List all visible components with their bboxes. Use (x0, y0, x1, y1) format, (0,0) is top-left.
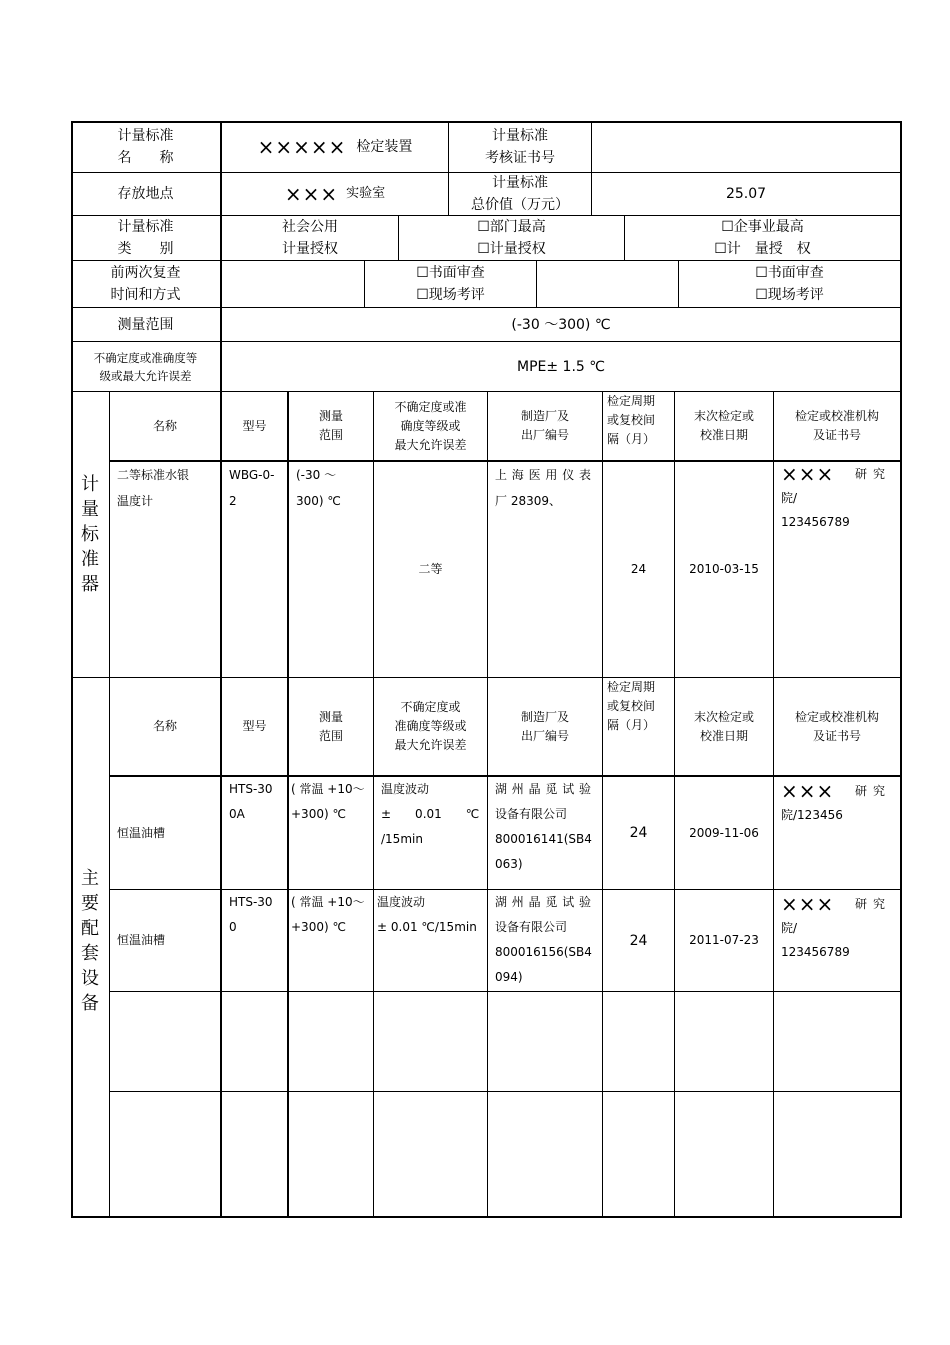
standard-name-mark: ××××× (257, 134, 347, 159)
uncertainty-label-line1: 不确定度或准确度等 (93, 350, 198, 365)
std-period-cell: 24 (630, 562, 647, 576)
cert-number-label (449, 121, 591, 172)
std-col-accuracy (374, 392, 487, 460)
uncertainty-label (71, 342, 220, 391)
total-value: 25.07 (725, 186, 767, 202)
section-char: 计 (81, 474, 99, 495)
header-line: 范围 (318, 728, 343, 743)
eq-col-institute (774, 678, 900, 775)
eq-institute-cell (774, 777, 900, 889)
header-line: 出厂编号 (520, 428, 569, 442)
review-method-2[interactable] (679, 261, 900, 307)
section-char: 要 (81, 893, 99, 914)
cell-line: +300) ℃ (291, 807, 346, 821)
equipment-section-label (77, 821, 103, 1061)
eq-last-date-cell: 2009-11-06 (689, 825, 759, 840)
header-line: 末次检定或 (693, 709, 754, 724)
header-line: 不确定度或准 (394, 399, 467, 414)
cell-line: 院/ (781, 921, 798, 935)
cell-line: 研究 (854, 784, 891, 798)
eq-maker-cell (488, 777, 602, 889)
std-model-cell (222, 462, 287, 677)
std-col-range (289, 392, 373, 460)
category-option-text: ☐计量授权 (477, 241, 546, 257)
cell-line: 院/ (781, 491, 798, 505)
record-form-table (71, 121, 902, 1218)
review-date-2[interactable] (537, 261, 678, 307)
review-option-text: ☐书面审查 (755, 265, 824, 281)
location-text: 实验室 (346, 186, 386, 201)
category-label-line2: 类 别 (117, 241, 174, 257)
review-option-text: ☐现场考评 (416, 287, 485, 303)
review-date-1[interactable] (222, 261, 364, 307)
empty-table-row[interactable] (110, 1092, 900, 1216)
header-line: 最大允许误差 (394, 437, 467, 452)
cell-line: ( 常温 +10～ (291, 782, 365, 796)
section-char: 标 (81, 524, 99, 545)
cell-line: 厂 28309、 (495, 494, 561, 508)
cell-line: 123456789 (781, 945, 850, 959)
header-line: 检定周期 (607, 394, 656, 408)
institute-mark: ××× (781, 892, 835, 916)
review-label (71, 261, 220, 307)
eq-name-cell: 恒温油槽 (117, 933, 166, 947)
std-col-model: 型号 (242, 418, 267, 433)
standard-name-label-line1: 计量标准 (117, 127, 174, 144)
std-col-institute (774, 392, 900, 460)
header-line: 及证书号 (812, 428, 861, 442)
header-line: 校准日期 (699, 728, 748, 743)
cert-number-value (592, 121, 900, 172)
eq-period-cell: 24 (629, 932, 648, 949)
eq-col-maker (488, 678, 602, 775)
empty-table-row[interactable] (110, 992, 900, 1091)
eq-accuracy-cell (374, 890, 487, 991)
cell-line: 设备有限公司 (495, 807, 568, 821)
std-name-cell (110, 462, 220, 677)
category-label-line1: 计量标准 (117, 219, 174, 235)
header-line: 出厂编号 (520, 728, 569, 743)
std-range-cell (289, 462, 373, 677)
cell-line: 温度计 (117, 494, 154, 508)
std-col-last-date (675, 392, 773, 460)
total-value-label-line1: 计量标准 (492, 175, 548, 191)
eq-col-last-date (675, 678, 773, 775)
cell-line: 063) (495, 857, 523, 871)
eq-last-date-cell: 2011-07-23 (689, 933, 759, 947)
total-value-label-line2: 总价值（万元） (471, 197, 569, 213)
cell-line: WBG-0- (229, 468, 275, 482)
cell-line: /15min (381, 832, 423, 846)
eq-col-model: 型号 (242, 719, 267, 733)
std-institute-cell (774, 462, 900, 677)
standard-name-text: 检定装置 (356, 138, 413, 155)
cell-line: 院/123456 (781, 808, 843, 822)
category-option-text: 社会公用 (282, 219, 338, 235)
cell-line: 研究 (854, 897, 891, 911)
category-option-text: 计量授权 (282, 241, 338, 257)
std-col-maker (488, 392, 602, 460)
category-label (71, 216, 220, 260)
cell-line: 设备有限公司 (495, 920, 568, 934)
header-line: 测量 (318, 409, 343, 423)
cell-line: 2 (229, 494, 237, 508)
header-line: 校准日期 (699, 428, 748, 442)
cell-line: 二等标准水银 (117, 468, 190, 482)
eq-range-cell (289, 890, 373, 991)
eq-period-cell: 24 (629, 825, 648, 841)
header-line: 制造厂及 (520, 409, 569, 423)
standard-name-label-line2: 名 称 (117, 149, 174, 166)
cell-line: 094) (495, 970, 523, 984)
standard-name-value (222, 121, 448, 172)
eq-name-cell: 恒温油槽 (117, 825, 166, 840)
header-line: 制造厂及 (520, 709, 569, 724)
category-option-text: ☐计 量授 权 (714, 241, 811, 257)
cell-line: (-30 ～ (296, 468, 337, 482)
category-enterprise[interactable] (625, 216, 900, 260)
section-char: 器 (81, 574, 99, 595)
uncertainty-label-line2: 级或最大允许误差 (99, 368, 192, 383)
section-char: 套 (81, 943, 99, 964)
header-line: 检定或校准机构 (794, 709, 879, 724)
std-accuracy-cell: 二等 (418, 562, 443, 576)
std-maker-cell (488, 462, 602, 677)
institute-first-line (781, 779, 891, 803)
section-char: 设 (81, 968, 99, 989)
eq-col-name: 名称 (152, 719, 177, 733)
cell-line: 上海医用仪表 (495, 468, 591, 482)
cell-line: 800016141(SB4 (495, 832, 592, 846)
cell-line: 0A (229, 807, 245, 821)
cell-line: 300) ℃ (296, 494, 341, 508)
cell-line: 湖州晶觅试验 (495, 782, 591, 796)
standard-name-label (71, 121, 220, 172)
location-mark: ××× (284, 182, 339, 206)
header-line: 或复校间 (607, 413, 656, 427)
header-line: 检定或校准机构 (794, 409, 879, 423)
std-col-period (603, 392, 674, 460)
header-line: 范围 (318, 428, 343, 442)
eq-maker-cell (488, 890, 602, 991)
range-label: 测量范围 (117, 316, 174, 333)
eq-accuracy-cell (374, 777, 487, 889)
cell-line: ± 0.01 ℃/15min (377, 920, 477, 934)
header-line: 最大允许误差 (394, 738, 467, 752)
header-line: 末次检定或 (693, 409, 754, 423)
location-value (222, 173, 448, 215)
section-char: 备 (81, 993, 99, 1014)
location-label: 存放地点 (117, 186, 174, 202)
header-line: 及证书号 (812, 728, 861, 743)
eq-col-period (603, 678, 674, 775)
header-line: 确度等级或 (400, 418, 461, 433)
category-public[interactable] (222, 216, 398, 260)
institute-first-line (781, 892, 891, 916)
cell-line: 800016156(SB4 (495, 945, 592, 959)
section-char: 量 (81, 499, 99, 520)
eq-model-cell (222, 890, 287, 991)
review-method-1[interactable] (365, 261, 536, 307)
cell-line: ( 常温 +10～ (291, 895, 365, 909)
review-label-line1: 前两次复查 (110, 265, 181, 281)
standards-section-label (77, 392, 103, 677)
cell-line: 研究 (854, 467, 891, 481)
eq-col-accuracy (374, 678, 487, 775)
uncertainty-value: MPE± 1.5 ℃ (517, 358, 605, 375)
category-option-text: ☐企事业最高 (721, 219, 804, 235)
cell-line: HTS-30 (229, 895, 273, 909)
header-line: 隔（月） (607, 718, 656, 732)
cell-line: 温度波动 (381, 782, 430, 796)
cell-line: 湖州晶觅试验 (495, 895, 591, 909)
eq-range-cell (289, 777, 373, 889)
institute-mark: ××× (781, 779, 835, 803)
eq-institute-cell (774, 890, 900, 991)
header-line: 准确度等级或 (394, 719, 467, 733)
review-label-line2: 时间和方式 (110, 287, 181, 303)
cert-number-label-line2: 考核证书号 (485, 149, 555, 166)
header-line: 不确定度或 (400, 700, 461, 714)
eq-model-cell (222, 777, 287, 889)
std-last-date-cell: 2010-03-15 (689, 562, 759, 576)
header-line: 测量 (318, 709, 343, 724)
eq-col-range (289, 678, 373, 775)
std-col-name: 名称 (152, 418, 177, 433)
cell-line: 123456789 (781, 515, 850, 529)
range-value: (-30 ～300) ℃ (511, 316, 611, 333)
cell-line: HTS-30 (229, 782, 273, 796)
section-char: 主 (81, 868, 99, 889)
review-option-text: ☐书面审查 (416, 265, 485, 281)
header-line: 隔（月） (607, 432, 656, 446)
institute-mark: ××× (781, 462, 835, 486)
header-line: 检定周期 (607, 680, 656, 694)
review-option-text: ☐现场考评 (755, 287, 824, 303)
section-char: 准 (81, 549, 99, 570)
institute-first-line (781, 462, 891, 486)
category-department[interactable] (399, 216, 624, 260)
cell-line: 0 (229, 920, 237, 934)
cell-line: 温度波动 (377, 895, 426, 909)
total-value-label (449, 173, 591, 215)
header-line: 或复校间 (607, 699, 656, 713)
cell-line: +300) ℃ (291, 920, 346, 934)
category-option-text: ☐部门最高 (477, 219, 546, 235)
section-char: 配 (81, 918, 99, 939)
cert-number-label-line1: 计量标准 (492, 127, 548, 144)
cell-line: ± 0.01 ℃ (381, 807, 480, 821)
